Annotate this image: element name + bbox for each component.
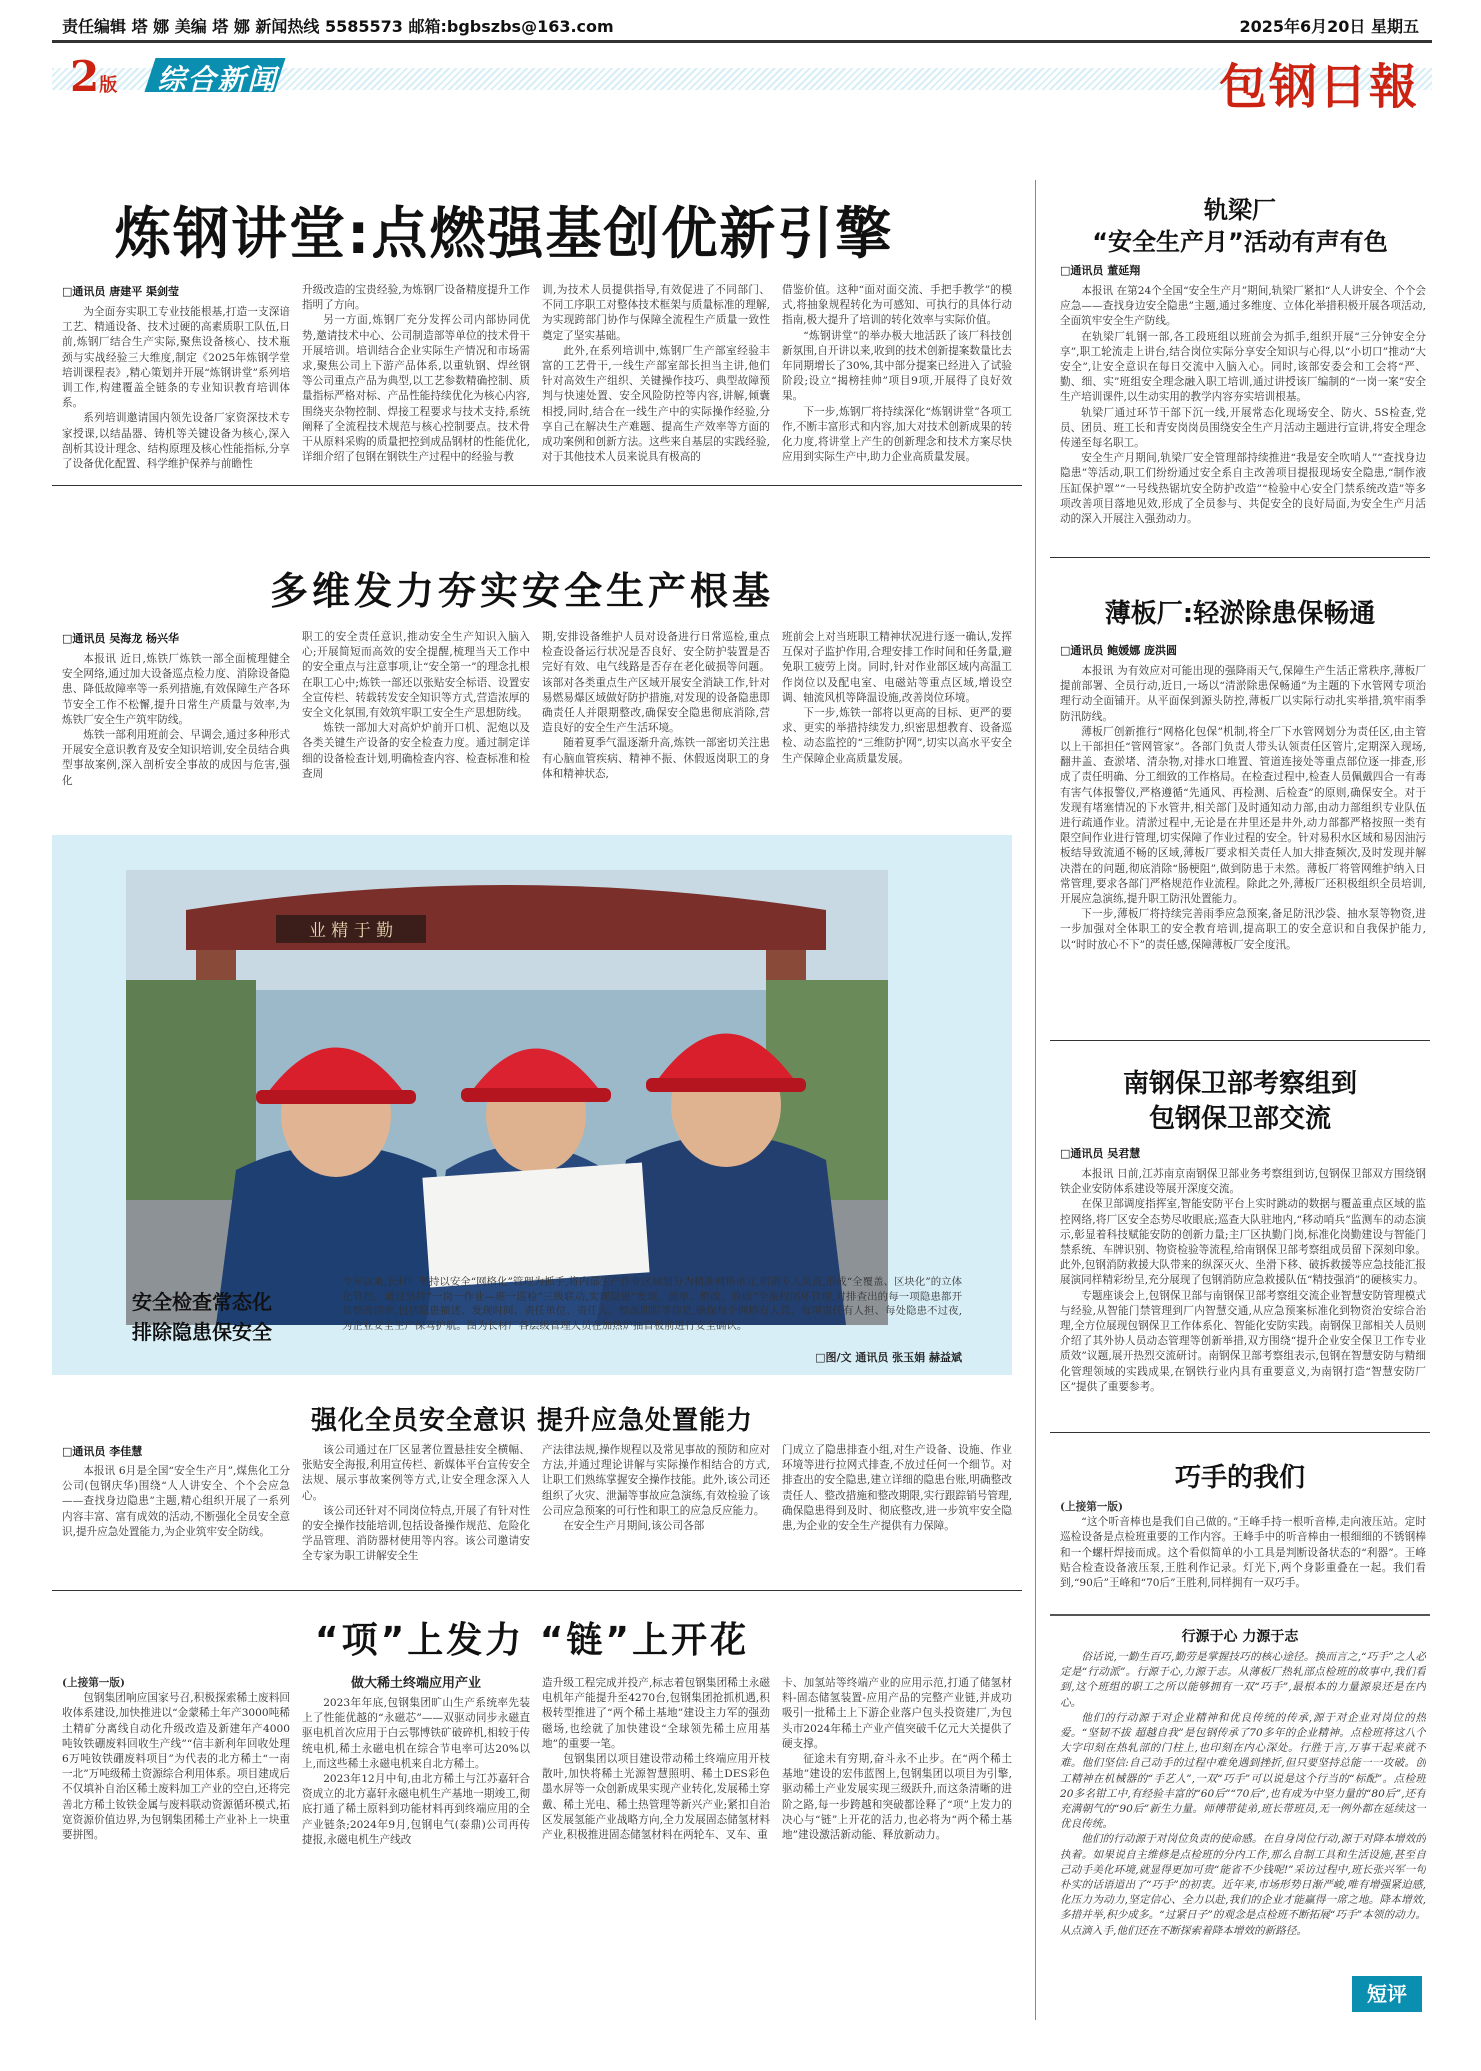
page-number: 2版 <box>70 52 118 101</box>
a3-col3: 产法律法规,操作规程以及常见事故的预防和应对方法,并通过理论讲解与实际操作相结合的方式,让职工们熟练掌握安全操作技能。此外,该公司还组织了火灾、泄漏等事故应急演练,有效检验了该公司应急预案的可行性和职工的应急反应能力。 在安全生产月期间,该公司各部 <box>542 1444 770 1533</box>
a4-col4: 卡、加氢站等终端产业的应用示范,打通了储氢材料-固态储氢装置-应用产品的完整产业链,并成功吸引一批稀土上下游企业落户包头投资建厂,为包头市2024年稀土产业产值突破千亿元大关提供了硬支撑。 征途未有穷期,奋斗永不止步。在“两个稀土基地”建设的宏伟蓝图上,包钢集团以项目为引擎,驱动稀土产业发展实现三级跃升,而这条清晰的进阶之路,每一步跨越和突破都诠释了“项”上发力的决心与“链”上开花的活力,也必将为“两个稀土基地”建设激活新动能、释放新动力。 <box>782 1677 1012 1842</box>
rule-a3 <box>52 1590 1022 1591</box>
r1-body: 本报讯 在第24个全国“安全生产月”期间,轨梁厂紧扣“人人讲安全、个个会应急——查找身边安全隐患”主题,通过多维度、立体化举措积极开展各项活动,全面筑牢安全生产防线。 在轨梁厂轧钢一部,各工段班组以班前会为抓手,组织开展“三分钟安全分享”,职工轮流走上讲台,结合岗位实际分享安全知识与心得,以“小切口”推动“大安全”,让安全意识在每日交流中入脑入心。同时,该部安委会和工会将“严、勤、细、实”班组安全理念融入职工培训,通过讲授该厂编制的“一岗一案”安全生产培训课件,以生动实用的教学内容夯实培训根基。 轨梁厂通过环节干部下沉一线,开展常态化现场安全、防火、5S检查,党员、团员、班工长和青安岗岗员围绕安全生产月活动主题进行宣讲,将安全理念传递至每名职工。 安全生产月期间,轨梁厂安全管理部持续推进“我是安全吹哨人”“查找身边隐患”等活动,职工们纷纷通过安全系自主改善项目提报现场安全隐患,“制作液压缸保护罩”“一号线热锯坑安全防护改造”“检验中心安全门禁系统改造”等多项改善项目落地见效,形成了全员参与、共促安全的良好局面,为安全生产月活动的深入开展注入强劲动力。 <box>1060 285 1426 526</box>
a4-col2: 2023年年底,包钢集团旷山生产系统率先装上了性能优越的“永磁芯”——双驱动同步永磁直驱电机首次应用于白云鄂博铁矿破碎机,相较于传统电机,稀土永磁电机在综合节电率可达20%以上,而这些稀土永磁电机来自北方稀土。 2023年12月中旬,由北方稀土与江苏嘉轩合资成立的北方嘉轩永磁电机生产基地一期竣工,彻底打通了稀土原料到功能材料再到终端应用的全产业链条;2024年9月,包钢电气(泰鼎)公司再传捷报,永磁电机生产线改 <box>302 1697 530 1846</box>
masthead-logo: 包钢日報 <box>1218 59 1419 115</box>
r2-body: 本报讯 为有效应对可能出现的强降雨天气,保障生产生活正常秩序,薄板厂提前部署、全员行动,近日,一场以“清淤除患保畅通”为主题的下水管网专项治理行动全面铺开。从平面保到源头防控,薄板厂以实际行动扎实举措,筑牢雨季防汛防线。 薄板厂创新推行“网格化包保”机制,将全厂下水管网划分为责任区,由主管以上干部担任“管网管家”。各部门负责人带头认领责任区管片,定期深入现场,翻井盖、查淤堵、清杂物,对排水口堆置、管道连接处等重点部位逐一排查,形成了责任明确、分工细致的工作格局。在检查过程中,检查人员佩戴四合一有毒有害气体报警仪,严格遵循“先通风、再检测、后检查”的原则,确保安全。对于发现有堵塞情况的下水管井,相关部门及时通知动力部,由动力部组织专业队伍进行疏通作业。清淤过程中,无论是在井里还是井外,动力部都严格按照一类有限空间作业进行管理,切实保障了作业过程的安全。针对易积水区域和易因油污板结导致流通不畅的区域,薄板厂要求相关责任人加大排查频次,及时发现并解决潜在的问题,彻底消除“肠梗阻”,做到防患于未然。薄板厂将管网维护纳入日常管理,要求各部门严格规范作业流程。除此之外,薄板厂还积极组织全员培训,开展应急演练,提升职工防汛处置能力。 下一步,薄板厂将持续完善雨季应急预案,备足防汛沙袋、抽水泵等物资,进一步加强对全体职工的安全教育培训,提高职工的安全意识和自我保护能力,以“时时放心不下”的责任感,保障薄板厂安全度汛。 <box>1060 665 1426 951</box>
photo-caption: 今年以来,长材厂坚持以安全“网格化”管理为抓手,将内部生产作业区域划分为精准网格单元,明确专人负责,形成“全覆盖、区块化”的立体化管控。通过坚持“一岗一作业—班一巡检”三级联动,实现隐患“发现、派单、整改、验收”全流程闭环管理,对排查出的每一项隐患都开具整改清单,包括隐患描述、发现时间、责任单位、责任人、整改期限等信息,确保每个网格有人管、每项责任有人担、每处隐患不过夜,为企业安全生产保驾护航。图为长材厂各层级管理人员在加热炉抽盲板前进行安全确认。 <box>342 1276 962 1332</box>
headline-a2: 多维发力夯实安全生产根基 <box>269 569 774 613</box>
headline-r3-line1: 南钢保卫部考察组到 <box>1122 1069 1357 1099</box>
byline-a2: □通讯员 吴海龙 杨兴华 <box>62 632 180 645</box>
headline-a3: 强化全员安全意识 提升应急处置能力 <box>310 1406 754 1436</box>
rule-comment <box>1050 1614 1430 1616</box>
byline-r1: □通讯员 董延翔 <box>1060 264 1141 277</box>
inspection-sheet <box>422 1162 649 1287</box>
headline-a1: 炼钢讲堂:点燃强基创优新引擎 <box>115 202 894 267</box>
a3-col1: 本报讯 6月是全国“安全生产月”,煤焦化工分公司(包钢庆华)围绕“人人讲安全、个个会应急——查找身边隐患”主题,精心组织开展了一系列内容丰富、富有成效的活动,不断强化全员安全意识,提升应急处置能力,为企业筑牢安全防线。 <box>62 1465 290 1538</box>
byline-a1: □通讯员 唐建平 渠剑莹 <box>62 285 180 298</box>
rule-r3 <box>1050 1432 1430 1433</box>
comment-body: 俗话说,一勤生百巧,勤劳是掌握技巧的核心途径。换而言之,“巧手”之人必定是“行动派”。行源于心,力源于志。从薄板厂热轧部点检班的故事中,我们看到,这个班组的职工之所以能够拥有一双“巧手”,最根本的力量源泉还是在内心。 他们的行动源于对企业精神和优良传统的传承,源于对企业对岗位的热爱。“坚韧不拔 超越自我”是包钢传承了70多年的企业精神。点检班将这八个大字印刻在热轧部的门柱上,也印刻在内心深处。行胜于言,万事干起来就不难。他们坚信:自己动手的过程中难免遇到挫折,但只要坚持总能一一攻破。创工精神在机械器的“手艺人”,一双“巧手”可以说是这个行当的“标配”。点检班20多名钳工中,有经验丰富的“60后”“70后”,也有成为中坚力量的“80后”,还有充满朝气的“90后”新生力量。师傅带徒弟,班长带班员,无一例外都在延续这一优良传统。 他们的行动源于对岗位负责的使命感。在自身岗位行动,源于对降本增效的执着。如果说自主维修是点检班的分内工作,那么自制工具和生活设施,甚至自己动手美化环境,就显得更加可贵“能省不少钱呢!”采访过程中,班长张兴军一句朴实的话语道出了“巧手”的初衷。近年来,市场形势日渐严峻,唯有增强紧迫感,化压力为动力,坚定信心、全力以赴,我们的企业才能赢得一席之地。降本增效,多措并举,积少成多。“过紧日子”的观念是点检班不断拓展“巧手”本领的动力。从点滴入手,他们还在不断探索着降本增效的新路径。 <box>1060 1650 1426 2020</box>
byline-r2: □通讯员 鲍媛娜 庞洪圆 <box>1060 644 1178 657</box>
gate-sign: 业 精 于 勤 <box>308 921 394 941</box>
a1-col2: 升级改造的宝贵经验,为炼钢厂设备精度提升工作指明了方向。 另一方面,炼钢厂充分发挥公司内部协同优势,邀请技术中心、公司制造部等单位的技术骨干开展培训。培训结合企业实际生产情况和市场需求,聚焦公司上下游产品体系,以重轨钢、焊丝钢等公司重点产品为典型,以工艺参数精确控制、质量指标严格对标、产品性能持续优化为核心内容,围绕夹杂物控制、焊接工程要求与技术支持,系统阐释了全流程技术规范与核心控制要点。技术骨干从原料采购的质量把控到成品钢材的性能优化,详细介绍了包钢在钢铁生产过程中的经验与教 <box>302 284 530 464</box>
a4-col1: (上接第一版) 包钢集团响应国家号召,积极探索稀土废料回收体系建设,加快推进以“金蒙稀土年产3000吨稀土精矿分离线自动化升级改造及新建年产4000吨钕铁硼废料回收生产线”“信丰新利年回收处理6万吨钕铁硼废料项目”为代表的北方稀土“一南一北”万吨级稀土资源综合利用体系。项目建成后不仅填补自治区稀土废料加工产业的空白,还将完善北方稀土钕铁金属与废料联动资源循环模式,拓宽资源价值边界,为包钢集团稀土产业补上一块重要拼图。 <box>62 1677 290 1842</box>
rule-r1 <box>1050 557 1430 558</box>
section-title: 综合新闻 <box>157 63 278 96</box>
a1-col3: 训,为技术人员提供指导,有效促进了不同部门、不同工序职工对整体技术框架与质量标准的理解,为实现跨部门协作与保障全流程生产质量一致性奠定了坚实基础。 此外,在系列培训中,炼钢厂生产部室经验丰富的工艺骨干,一线生产部室部长担当主讲,他们针对高效生产组织、关键操作技巧、典型故障预判与快速处置、安全风险防控等内容,讲解,倾囊相授,同时,结合在一线生产中的实际操作经验,分享自己在解决生产难题、提高生产效率等方面的成功案例和创新方法。这些来自基层的实践经验,对于其他技术人员来说具有极高的 <box>542 284 770 464</box>
r3-body: 本报讯 日前,江苏南京南钢保卫部业务考察组到访,包钢保卫部双方围绕钢铁企业安防体系建设等展开深度交流。 在保卫部调度指挥室,智能安防平台上实时跳动的数据与覆盖重点区域的监控网络,将厂区安全态势尽收眼底;巡查大队驻地内,“移动哨兵”监测车的动态演示,彰显着科技赋能安防的创新力量;主厂区执勤门岗,标准化岗勤建设与智能门禁系统、车牌识别、物资检验等流程,给南钢保卫部考察组成员留下深刻印象。此外,包钢消防救援大队带来的纵深灭火、坐滑下移、破拆救援等应急技能汇报展演同样精彩纷呈,充分展现了包钢消防应急救援队伍“精技强消”的硬核实力。 专题座谈会上,包钢保卫部与南钢保卫部考察组交流企业智慧安防管理模式与经验,从智能门禁管理到厂内智慧交通,从应急预案标准化到物资治安综合治理,全方位展现包钢保卫工作体系化、智能化安防实践。南钢保卫部相关人员则介绍了其外协人员动态管理等创新举措,双方围绕“提升企业安全保卫工作专业质效”议题,展开热烈交流研讨。南钢保卫部考察组表示,包钢在智慧安防与精细化管理领域的实践成果,在钢铁行业内具有重要意义,为南钢打造“智慧安防厂区”提供了重要参考。 <box>1060 1168 1426 1393</box>
header-date: 2025年6月20日 星期五 <box>1239 17 1419 36</box>
a2-col4: 班前会上对当班职工精神状况进行逐一确认,发挥互保对子监护作用,合理安排工作时间和任务量,避免职工疲劳上岗。同时,针对作业部区域内高温工作岗位以及配电室、电磁站等重点区域,增设空调、轴流风机等降温设施,改善岗位环境。 下一步,炼铁一部将以更高的目标、更严的要求、更实的举措持续发力,织密思想教育、设备巡检、动态监控的“三维防护网”,切实以高水平安全生产保障企业高质量发展。 <box>782 631 1012 765</box>
a3-col4: 门成立了隐患排查小组,对生产设备、设施、作业环境等进行拉网式排查,不放过任何一个细节。对排查出的安全隐患,建立详细的隐患台账,明确整改责任人、整改措施和整改期限,实行跟踪销号管理,确保隐患得到及时、彻底整改,进一步筑牢安全隐患,为企业的安全生产提供有力保障。 <box>782 1444 1012 1533</box>
a3-col2: 该公司通过在厂区显著位置悬挂安全横幅、张贴安全海报,利用宣传栏、新媒体平台宣传安全法规、展示事故案例等方式,让安全理念深入人心。 该公司还针对不同岗位特点,开展了有针对性的安全操作技能培训,包括设备操作规范、危险化学品管理、消防器材使用等内容。该公司邀请安全专家为职工讲解安全生 <box>302 1444 530 1563</box>
subhead-a4: 做大稀土终端应用产业 <box>350 1676 481 1691</box>
a1-col1: 为全面夯实职工专业技能根基,打造一支深谙工艺、精通设备、技术过硬的高素质职工队伍,日前,炼钢厂结合生产实际,聚焦设备核心、技术瓶颈与实战经验三大维度,制定《2025年炼钢学堂培训课程表》,精心策划并开展“炼钢讲堂”系列培训工作,构建覆盖全链条的专业知识教育培训体系。 系列培训邀请国内领先设备厂家资深技术专家授课,以结晶器、铸机等关键设备为核心,深入剖析其设计理念、结构原理及核心性能指标,分享了设备优化配置、科学维护保养与前瞻性 <box>62 306 290 470</box>
r4-body: (上接第一版) “这个听音棒也是我们自己做的。”王峰手持一根听音棒,走向液压站。定时巡检设备是点检班重要的工作内容。王峰手中的听音棒由一根细细的不锈钢棒和一个螺杆焊接而成。这个看似简单的小工具是判断设备状态的“利器”。王峰贴合检查设备液压泵,王胜利作记录。灯光下,两个身影重叠在一起。我们看到,“90后”王峰和“70后”王胜利,同样拥有一双巧手。 <box>1060 1501 1426 1590</box>
comment-label: 短评 <box>1352 1976 1422 2012</box>
photo-block <box>52 835 1012 1375</box>
byline-a3: □通讯员 李佳慧 <box>62 1445 143 1458</box>
a4-col3: 造升级工程完成并投产,标志着包钢集团稀土永磁电机年产能提升至4270台,包钢集团抢抓机遇,积极转型推进了“两个稀土基地”建设主力军的强劲磁场,也绘就了加快建设“全球领先稀土应用基地”的重要一笔。 包钢集团以项目建设带动稀土终端应用开枝散叶,加快将稀土光源智慧照明、稀土DES彩色墨水屏等一众创新成果实现产业转化,发展稀土穿戴、稀土光电、稀土热管理等新兴产业;紧扣自治区发展氢能产业战略方向,全力发展固态储氢材料产业,积极推进固态储氢材料在两轮车、叉车、重 <box>542 1677 770 1842</box>
headline-a4: “项”上发力 “链”上开花 <box>314 1620 750 1661</box>
photo-inspection <box>126 870 888 1325</box>
a2-col1: 本报讯 近日,炼铁厂炼铁一部全面梳理健全安全网络,通过加大设备巡点检力度、消除设备隐患、降低故障率等一系列措施,有效保障生产各环节安全工作不松懈,提升日常生产质量与效率,为炼铁厂安全生产筑牢防线。 炼铁一部利用班前会、早调会,通过多种形式开展安全意识教育及安全知识培训,安全员结合典型事故案例,深入剖析安全事故的成因与危害,强化 <box>62 653 290 787</box>
headline-r2: 薄板厂:轻淤除患保畅通 <box>1104 599 1376 629</box>
byline-r3: □通讯员 吴君慧 <box>1060 1147 1141 1160</box>
headline-r1-line2: “安全生产月”活动有声有色 <box>1092 228 1388 256</box>
headline-r3-line2: 包钢保卫部交流 <box>1148 1104 1331 1134</box>
header-rule <box>52 40 1432 43</box>
headline-r4: 巧手的我们 <box>1174 1463 1305 1493</box>
headline-r1-line1: 轨梁厂 <box>1204 196 1276 224</box>
a2-col2: 职工的安全责任意识,推动安全生产知识入脑入心;开展简短而高效的安全提醒,梳理当天工作中的安全重点与注意事项,让“安全第一”的理念扎根在职工心中;炼铁一部还以张贴安全标语、设置安全宣传栏、转载转发安全知识等方式,营造浓厚的安全文化氛围,有效筑牢职工安全生产思想防线。 炼铁一部加大对高炉炉前开口机、泥炮以及各类关键生产设备的安全检查力度。通过制定详细的设备检查计划,明确检查内容、检查标准和检查周 <box>302 631 530 780</box>
photo-title: 安全检查常态化 排除隐患保安全 <box>132 1290 272 1344</box>
photo-credit: □图/文 通讯员 张玉娟 赫益斌 <box>815 1351 962 1364</box>
header-editors: 责任编辑 塔 娜 美编 塔 娜 新闻热线 5585573 邮箱:bgbszbs@163.com <box>62 17 614 36</box>
rule-a1 <box>52 485 1022 486</box>
a2-col3: 期,安排设备维护人员对设备进行日常巡检,重点检查设备运行状况是否良好、安全防护装置是否完好有效、电气线路是否存在老化破损等问题。该部对各类重点生产区域开展安全消缺工作,针对易燃易爆区域做好防护措施,对发现的设备隐患即确责任人并限期整改,确保安全隐患彻底消除,营造良好的安全生产生活环境。 随着夏季气温逐渐升高,炼铁一部密切关注患有心脑血管疾病、精神不振、休假返岗职工的身体和精神状态, <box>542 631 770 780</box>
a1-col4: 借鉴价值。这种“面对面交流、手把手教学”的模式,将抽象规程转化为可感知、可执行的具体行动指南,极大提升了培训的转化效率与实际价值。 “炼钢讲堂”的举办极大地活跃了该厂科技创新氛围,自开讲以来,收到的技术创新提案数量比去年同期增长了30%,其中部分提案已经进入了试验阶段;设立“揭榜挂帅”项目9项,开展得了良好效果。 下一步,炼钢厂将持续深化“炼钢讲堂”各项工作,不断丰富形式和内容,加大对技术创新成果的转化力度,将讲堂上产生的创新理念和技术方案尽快应用到实际生产中,助力企业高质量发展。 <box>782 284 1012 464</box>
column-divider <box>1035 180 1036 2020</box>
comment-title: 行源于心 力源于志 <box>1181 1629 1299 1645</box>
rule-r2 <box>1050 1040 1430 1041</box>
